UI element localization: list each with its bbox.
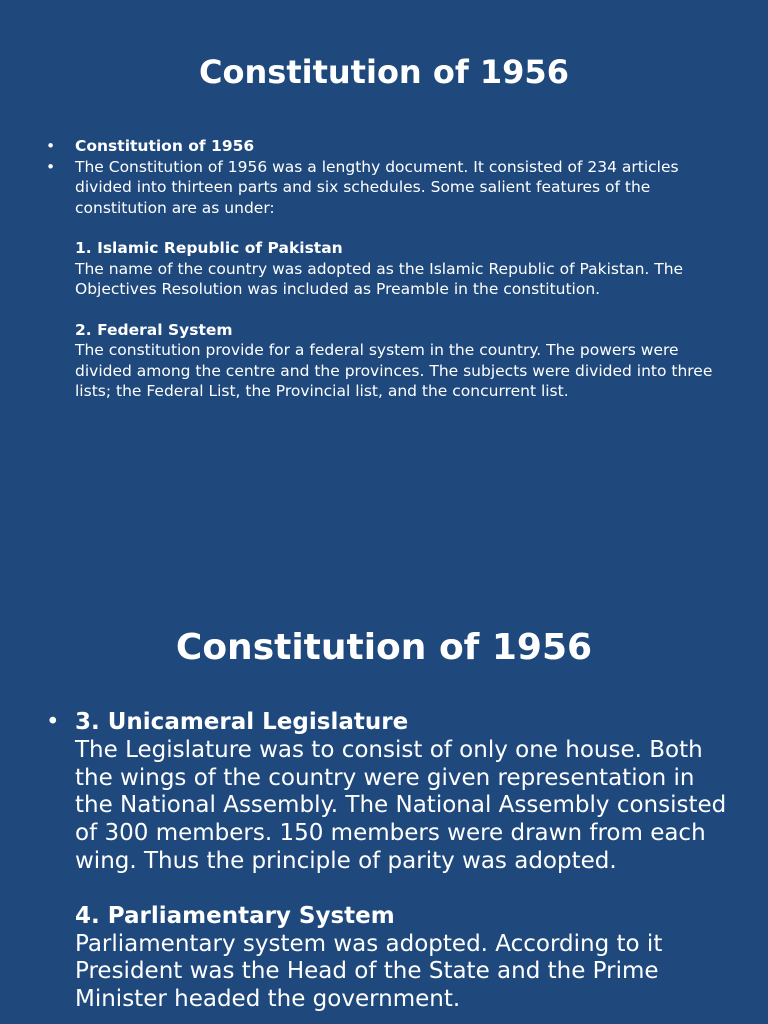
- intro-paragraph: The Constitution of 1956 was a lengthy document. It consisted of 234 articles divided into thirteen parts and six schedules. Some salient features of the constitution are as under:: [75, 157, 679, 217]
- section-4-heading: 4. Parliamentary System: [75, 902, 395, 929]
- spacer: [75, 300, 728, 320]
- bullet-item-2: [46, 157, 728, 402]
- section-2-body: The constitution provide for a federal system in the country. The powers were divided among the centre and the provinces. The subjects were divided into three lists; the Federal List, the Provincial list, and the concurrent list.: [75, 341, 713, 400]
- slide-1-title: Constitution of 1956: [199, 53, 569, 91]
- section-1-heading: 1. Islamic Republic of Pakistan: [75, 239, 343, 257]
- slide-2-title: Constitution of 1956: [175, 627, 593, 668]
- section-3-body: The Legislature was to consist of only one house. Both the wings of the country were given representation in the National Assembly. The National Assembly consisted of 300 members. 150 members were drawn from each wing. Thus the principle of parity was adopted.: [75, 736, 727, 874]
- bullet-item-3: [46, 709, 728, 1014]
- spacer: [75, 876, 728, 903]
- section-2-heading: 2. Federal System: [75, 320, 233, 339]
- bullet-icon: •: [46, 137, 56, 155]
- bullet-item-1: [46, 136, 728, 157]
- spacer: [75, 218, 728, 238]
- section-3-heading: 3. Unicameral Legislature: [75, 709, 409, 735]
- section-1-body: The name of the country was adopted as the Islamic Republic of Pakistan. The Objectives Resolution was included as Preamble in the constitution.: [75, 259, 684, 298]
- slide-1-bullet-list: [46, 136, 728, 402]
- section-4-body: Parliamentary system was adopted. According to it President was the Head of the State and the Prime Minister headed the government.: [75, 930, 663, 1013]
- bullet-icon: •: [46, 157, 56, 176]
- bullet-icon: •: [46, 709, 60, 735]
- bullet-1-text: Constitution of 1956: [75, 137, 255, 155]
- slide-2-bullet-list: [46, 709, 728, 1014]
- slide-2: [0, 576, 768, 1024]
